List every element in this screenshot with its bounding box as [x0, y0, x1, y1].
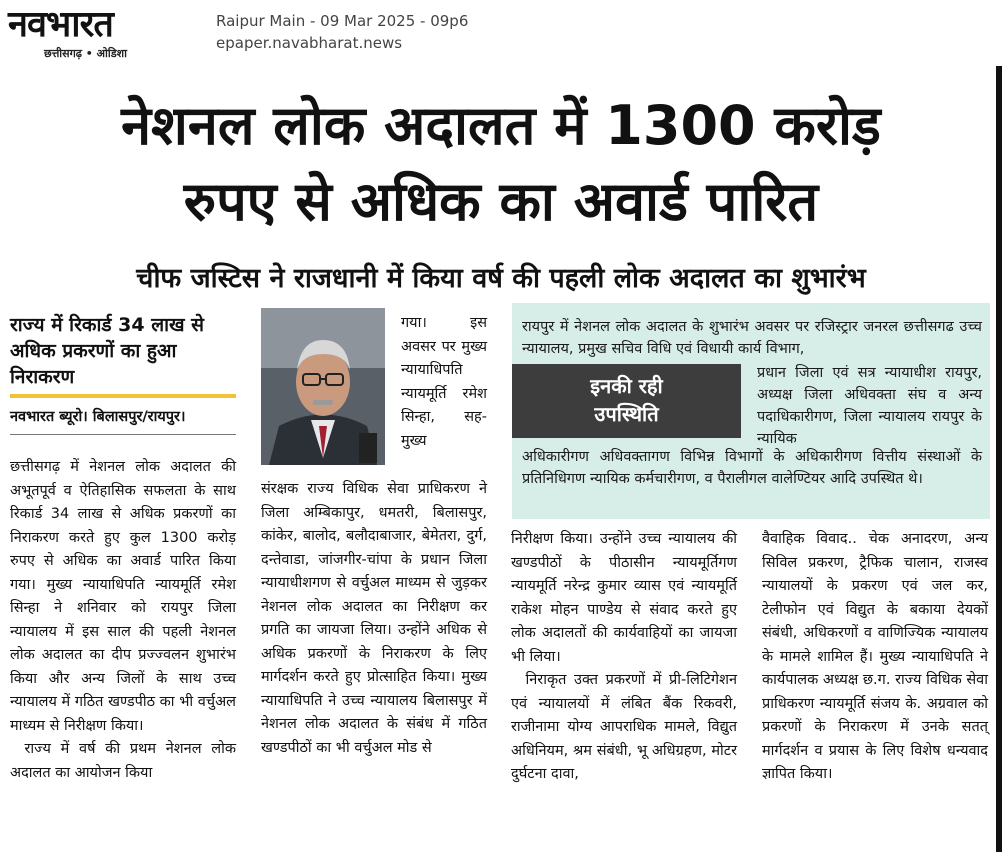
attendance-box-bottom-text: अधिकारीगण अधिवक्तागण विभिन्न विभागों के अधिकारीगण वित्तीय संस्थाओं के प्रतिनिधिगण न्यायिक कर्मचारीगण, व पैरालीगल वालेण्टियर आदि उपस्थित थे। [522, 449, 982, 487]
column-4: वैवाहिक विवाद.. चेक अनादरण, अन्य सिविल प्रकरण, ट्रैफिक चालान, राजस्व न्यायालयों के प्रकरण एवं जल कर, टेलीफोन एवं विद्युत के बकाया देयकों संबंधी, अधिकरणों व वाणिज्यिक न्यायालय के मामले शामिल हैं। मुख्य न्यायाधिपति ने कार्यपालक अध्यक्ष छ.ग. राज्य विधिक सेवा प्राधिकरण न्यायमूर्ति संजय के. अग्रवाल को प्रकरणों के निराकरण में उनके सतत् मार्गदर्शन व प्रयास के लिए विशेष धन्यवाद ज्ञापित किया। [762, 531, 988, 782]
byline-divider [10, 434, 236, 435]
attendance-box-title [512, 364, 741, 438]
column-1 [10, 456, 236, 785]
column-3-paragraph-2: निराकृत उक्त प्रकरणों में प्री-लिटिगेशन एवं न्यायालयों में लंबित बैंक रिकवरी, राजीनामा योग्य आपराधिक मामले, विद्युत अधिनियम, श्रम संबंधी, भू अधिग्रहण, मोटर दुर्घटना दावा, [511, 672, 737, 782]
logo-subtitle: छत्तीसगढ़ • ओडिशा [44, 47, 127, 60]
column-2-body: संरक्षक राज्य विधिक सेवा प्राधिकरण ने जिला अम्बिकापुर, धमतरी, बिलासपुर, कांकेर, बालोद, बलौदाबाजार, बेमेतरा, दुर्ग, दन्तेवाडा, जांजगीर-चांपा के प्रधान जिला न्यायाधीशगण से वर्चुअल माध्यम से जुड़कर नेशनल लोक अदालत का निरीक्षण कर प्रगति का जायजा लिया। उन्होंने अधिक से अधिक प्रकरणों के निराकरण के लिए मार्गदर्शन करते हुए प्रोत्साहित किया। मुख्य न्यायाधिपति ने उच्च न्यायालय बिलासपुर में नेशनल लोक अदालत के संबंध में गठित खण्डपीठों का भी वर्चुअल मोड से [261, 481, 487, 756]
column-2-top: गया। इस अवसर पर मुख्य न्यायाधिपति न्यायमूर्ति रमेश सिन्हा, सह-मुख्य [401, 315, 487, 449]
attendance-title-line-1: इनकी रही [590, 374, 663, 398]
column-3 [511, 528, 737, 787]
attendance-title-line-2: उपस्थिति [594, 402, 659, 426]
subheadline: चीफ जस्टिस ने राजधानी में किया वर्ष की पहली लोक अदालत का शुभारंभ [136, 263, 866, 294]
column-3-paragraph-1: निरीक्षण किया। उन्होंने उच्च न्यायालय की खण्डपीठों के पीठासीन न्यायमूर्तिगण न्यायमूर्ति नरेन्द्र कुमार व्यास एवं न्यायमूर्ति राकेश मोहन पाण्डेय से संवाद करते हुए लोक अदालतों की कार्यवाहियों का जायजा भी लिया। [511, 531, 737, 665]
column-1-paragraph-2: राज्य में वर्ष की प्रथम नेशनल लोक अदालत का आयोजन किया [10, 741, 236, 781]
attendance-box-right-text: प्रधान जिला एवं सत्र न्यायाधीश रायपुर, अध्यक्ष जिला अधिवक्ता संघ व अन्य पदाधिकारीगण, जिला न्यायालय रायपुर के न्यायिक [757, 365, 982, 447]
attendance-box-top-text: रायपुर में नेशनल लोक अदालत के शुभारंभ अवसर पर रजिस्ट्रार जनरल छत्तीसगढ उच्च न्यायालय, प्रमुख सचिव विधि एवं विधायी कार्य विभाग, [522, 319, 982, 357]
edition-line: Raipur Main - 09 Mar 2025 - 09p6 [216, 12, 469, 30]
headline-line-1: नेशनल लोक अदालत में 1300 करोड़ [121, 94, 881, 157]
heading-underline [10, 394, 236, 398]
column-1-paragraph-1: छत्तीसगढ़ में नेशनल लोक अदालत की अभूतपूर्व व ऐतिहासिक सफलता के साथ रिकार्ड 34 लाख से अधिक प्रकरणों का निराकरण करते हुए कुल 1300 करोड़ रुपए से अधिक का अवार्ड पारित किया गया। मुख्य न्यायाधिपति न्यायमूर्ति रमेश सिन्हा ने शनिवार को रायपुर जिला न्यायालय में इस साल की पहली नेशनल लोक अदालत का दीप प्रज्ज्वलन शुभारंभ किया और अन्य जिलों के साथ उच्च न्यायालय में गठित खण्डपीठ का भी वर्चुअल माध्यम से निरीक्षण किया। [10, 459, 236, 734]
chief-justice-photo [261, 308, 385, 465]
headline-line-2: रुपए से अधिक का अवार्ड पारित [183, 170, 819, 233]
side-heading: राज्य में रिकार्ड 34 लाख से अधिक प्रकरणों का हुआ निराकरण [10, 314, 205, 388]
portrait-image [261, 308, 385, 465]
source-url[interactable]: epaper.navabharat.news [216, 34, 403, 52]
byline: नवभारत ब्यूरो। बिलासपुर/रायपुर। [10, 409, 186, 425]
newspaper-logo: नवभारत [8, 3, 113, 45]
